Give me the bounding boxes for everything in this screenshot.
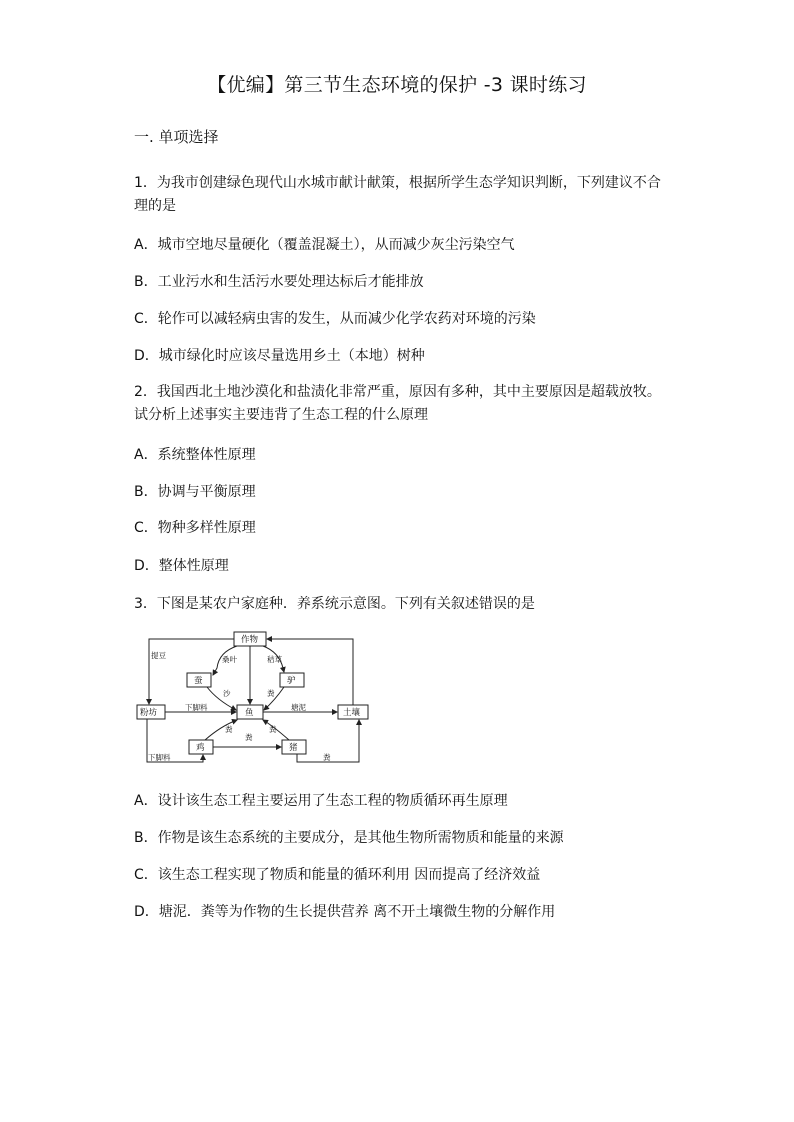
section-heading: 一. 单项选择 (134, 128, 219, 146)
question-2-option-d: D．整体性原理 (134, 558, 229, 574)
node-pig-label: 猪 (289, 743, 298, 753)
node-fish-label: 鱼 (245, 708, 254, 718)
node-crop-label: 作物 (241, 635, 259, 645)
question-1-option-d: D．城市绿化时应该尽量选用乡土（本地）树种 (134, 348, 425, 364)
question-3-option-c: C．该生态工程实现了物质和能量的循环利用 因而提高了经济效益 (134, 867, 541, 883)
question-3-stem: 3．下图是某农户家庭种．养系统示意图。下列有关叙述错误的是 (134, 596, 535, 612)
question-3-option-d: D．塘泥．粪等为作物的生长提供营养 离不开土壤微生物的分解作用 (134, 904, 556, 920)
question-1-option-a: A．城市空地尽量硬化（覆盖混凝土），从而减少灰尘污染空气 (134, 237, 515, 253)
question-2-option-b: B．协调与平衡原理 (134, 484, 256, 500)
label-sand: 沙 (223, 689, 231, 698)
label-dung-right: 粪 (269, 725, 277, 734)
question-1-option-c: C．轮作可以减轻病虫害的发生，从而减少化学农药对环境的污染 (134, 311, 536, 327)
question-3-option-a: A．设计该生态工程主要运用了生态工程的物质循环再生原理 (134, 793, 508, 809)
label-soybean: 提豆 (151, 651, 166, 660)
farm-system-diagram (133, 628, 378, 768)
node-soil-label: 土壤 (343, 708, 361, 718)
label-mulberry: 桑叶 (222, 655, 237, 664)
label-leftover-2: 下脚料 (148, 753, 171, 762)
question-1-option-b: B．工业污水和生活污水要处理达标后才能排放 (134, 274, 424, 290)
label-dung-bottom: 粪 (323, 753, 331, 762)
page-title: 【优编】第三节生态环境的保护 -3 课时练习 (207, 74, 587, 96)
question-3-option-b: B．作物是该生态系统的主要成分，是其他生物所需物质和能量的来源 (134, 830, 564, 846)
node-silkworm-label: 蚕 (194, 676, 203, 686)
label-mud: 塘泥 (291, 703, 306, 712)
node-mill-label: 粉坊 (140, 708, 158, 718)
label-straw: 秸草 (267, 655, 282, 664)
label-leftover-1: 下脚料 (185, 703, 208, 712)
label-dung-left: 粪 (225, 725, 233, 734)
question-2-stem: 2．我国西北土地沙漠化和盐渍化非常严重，原因有多种，其中主要原因是超载放牧。试分析上述事实主要违背了生态工程的什么原理 (134, 384, 661, 423)
label-dung: 粪 (267, 689, 275, 698)
question-2-option-c: C．物种多样性原理 (134, 520, 256, 536)
question-1-stem: 1．为我市创建绿色现代山水城市献计献策，根据所学生态学知识判断，下列建议不合理的是 (134, 175, 661, 214)
label-dung-mid: 粪 (245, 733, 253, 742)
question-2-option-a: A．系统整体性原理 (134, 447, 256, 463)
node-donkey-label: 驴 (287, 676, 296, 686)
node-chicken-label: 鸡 (196, 743, 205, 753)
